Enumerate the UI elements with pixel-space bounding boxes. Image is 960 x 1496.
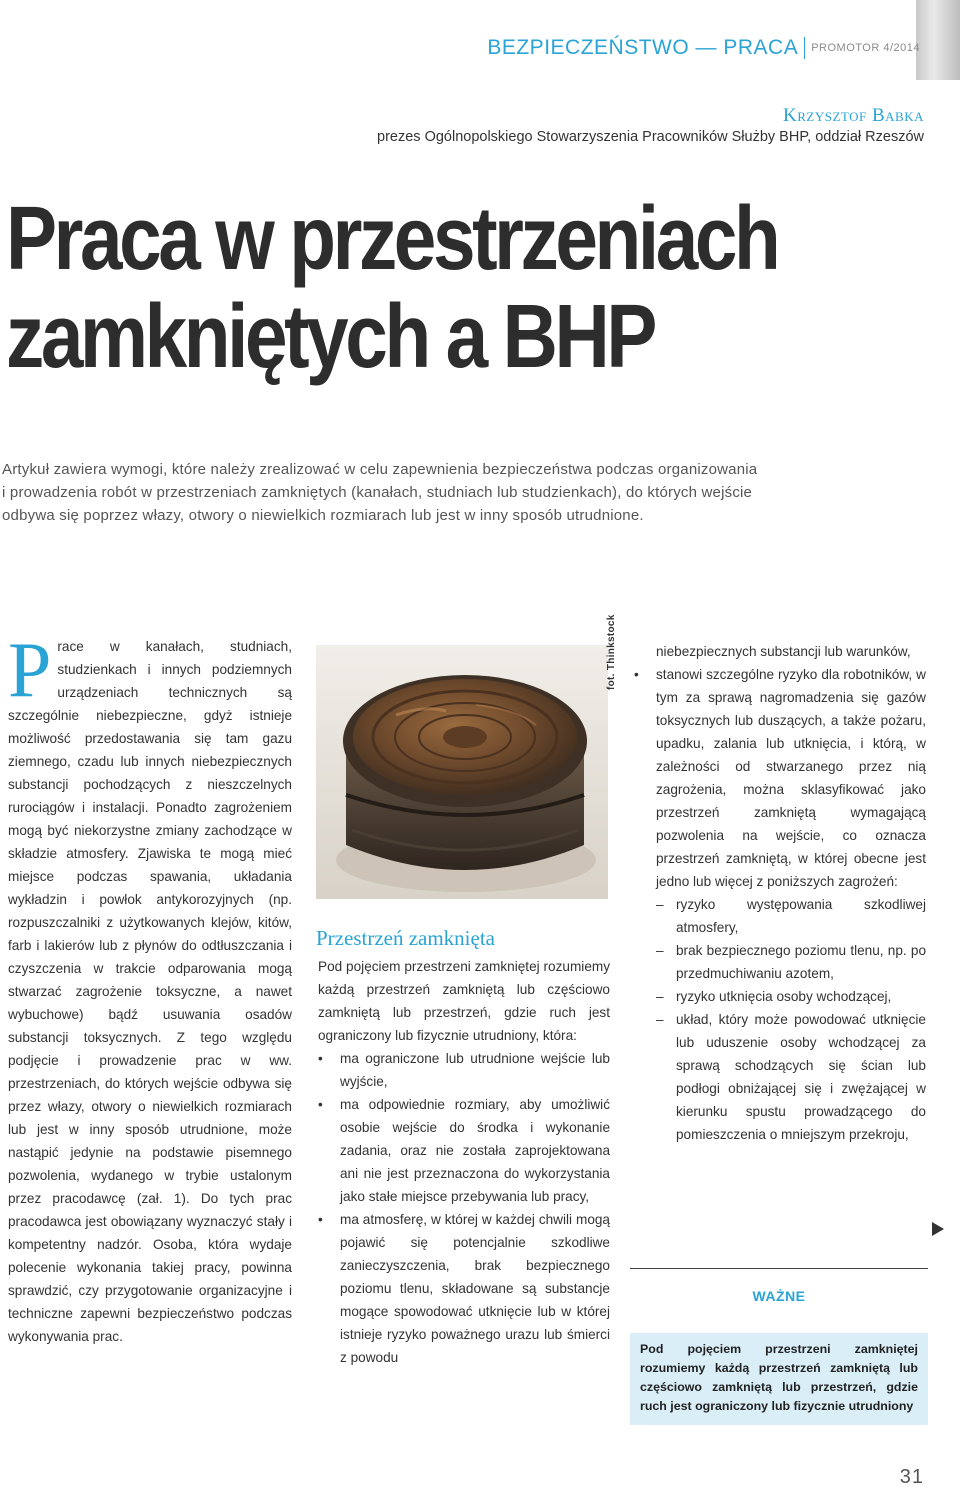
definition-bullets	[318, 1047, 610, 1369]
continue-arrow-icon	[932, 1222, 944, 1236]
lead-line-3: odbywa się poprzez włazy, otwory o niewielkich rozmiarach lub jest w inny sposób utrudnione.	[2, 507, 644, 524]
list-item: – układ, który może powodować utknięcie lub uduszenie osoby wchodzącej za sprawą schodzących się ścian lub podłogi obniżającej się i zwężającej w kierunku spustu prowadzącego do pomieszczenia o mniejszym przekroju,	[656, 1008, 926, 1146]
author-role: prezes Ogólnopolskiego Stowarzyszenia Pracowników Służby BHP, oddział Rzeszów	[377, 129, 924, 145]
page-number: 31	[899, 1466, 924, 1488]
risk-bullets	[656, 663, 926, 893]
title-line-2: zamkniętych a BHP	[6, 287, 654, 387]
body-column-3	[656, 640, 926, 1146]
title-line-1: Praca w przestrzeniach	[6, 189, 778, 289]
manhole-photo	[316, 645, 608, 899]
important-label: WAŻNE	[752, 1288, 806, 1304]
lead-line-2: i prowadzenia robót w przestrzeniach zamkniętych (kanałach, studniach lub studzienkach), do których wejście	[2, 484, 753, 501]
important-box: Pod pojęciem przestrzeni zamkniętej rozumiemy każdą przestrzeń zamkniętą lub częściowo zamkniętą lub przestrzeń, gdzie ruch jest ograniczony lub fizycznie utrudniony	[630, 1333, 928, 1425]
photo-credit: fot. Thinkstock	[606, 614, 617, 690]
author-name: Krzysztof Babka	[783, 105, 924, 126]
lead-line-1: Artykuł zawiera wymogi, które należy zrealizować w celu zapewnienia bezpieczeństwa podczas organizowania	[2, 461, 758, 478]
hazard-list	[656, 893, 926, 1146]
section-title: BEZPIECZEŃSTWO — PRACA	[487, 36, 799, 59]
list-item: • ma odpowiednie rozmiary, aby umożliwić osobie wejście do środka i wykonanie zadania, oraz nie została zaprojektowana ani nie jest przeznaczona do wykorzystania jako stałe miejsce przebywania lub pracy,	[318, 1093, 610, 1208]
body-column-1	[8, 626, 292, 1348]
section-heading: Przestrzeń zamknięta	[316, 926, 495, 950]
list-item: – ryzyko utknięcia osoby wchodzącej,	[656, 985, 926, 1008]
article-title	[6, 190, 797, 386]
running-header	[432, 36, 920, 60]
manhole-cover-image	[316, 645, 608, 899]
list-item: • ma atmosferę, w której w każdej chwili mogą pojawić się potencjalnie szkodliwe zanieczyszczenia, brak bezpiecznego poziomu tlenu, składowane są substancje mogące spowodować utknięcie lub w której istnieje ryzyko poważnego urazu lub śmierci z powodu	[318, 1208, 610, 1369]
column-1-text: race w kanałach, studniach, studzienkach i innych podziemnych urządzeniach technicznych są szczególnie niebezpieczne, gdyż istnieje możliwość przedostawania się tam gazu ziemnego, czadu lub innych niebezpiecznych substancji pochodzących z nieszczelnych rurociągów i instalacji. Ponadto zagrożeniem mogą być niekorzystne zmiany zachodzące w składzie atmosfery. Zjawiska te mogą mieć miejsce podczas spawania, układania wykładzin i powłok antykorozyjnych (np. rozpuszczalniki z użytkowanych klejów, kitów, farb i lakierów lub z płynów do odtłuszczania i czyszczenia w trakcie odparowania mogą stwarzać zagrożenie toksyczne, a nawet wybuchowe) bądź usuwania osadów substancji toksycznych. Z tego względu podjęcie i prowadzenie prac w ww. przestrzeniach, do których wejście odbywa się przez włazy, otwory o niewielkich rozmiarach lub jest w inny sposób utrudnione, może nastąpić jedynie na podstawie pisemnego pozwolenia, wydanego w trybie ustalonym przez pracodawcę (zał. 1). Do tych prac pracodawca jest obowiązany wyznaczyć stały i kompetentny nadzór. Osoba, która wydaje polecenie wykonania takiej pracy, powinna sprawdzić, czy przygotowanie organizacyjne i techniczne zapewni bezpieczeństwo podczas wykonywania prac.	[8, 639, 292, 1344]
header-divider	[804, 37, 805, 59]
list-item: • ma ograniczone lub utrudnione wejście lub wyjście,	[318, 1047, 610, 1093]
continuation-text: niebezpiecznych substancji lub warunków,	[656, 644, 911, 659]
issue-label: PROMOTOR 4/2014	[811, 42, 920, 54]
definition-intro: Pod pojęciem przestrzeni zamkniętej rozumiemy każdą przestrzeń zamkniętą lub częściowo zamkniętą lub przestrzeń, gdzie ruch jest ograniczony lub fizycznie utrudniony, która:	[318, 959, 610, 1043]
divider	[630, 1268, 928, 1269]
article-lead	[2, 458, 924, 527]
list-item: – ryzyko występowania szkodliwej atmosfery,	[656, 893, 926, 939]
body-column-2	[318, 955, 610, 1369]
list-item: • stanowi szczególne ryzyko dla robotników, w tym za sprawą nagromadzenia się gazów toksycznych lub duszących, a także pożaru, upadku, zalania lub utknięcia, i którą, w zależności od stwarzanego przez nią zagrożenia, można sklasyfikować jako przestrzeń zamkniętą wymagającą pozwolenia na wejście, co oznacza przestrzeń zamkniętą, w której obecne jest jedno lub więcej z poniższych zagrożeń:	[634, 663, 926, 893]
list-item: – brak bezpiecznego poziomu tlenu, np. po przedmuchiwaniu azotem,	[656, 939, 926, 985]
page-edge-tab	[916, 0, 960, 80]
drop-cap: P	[8, 626, 52, 713]
